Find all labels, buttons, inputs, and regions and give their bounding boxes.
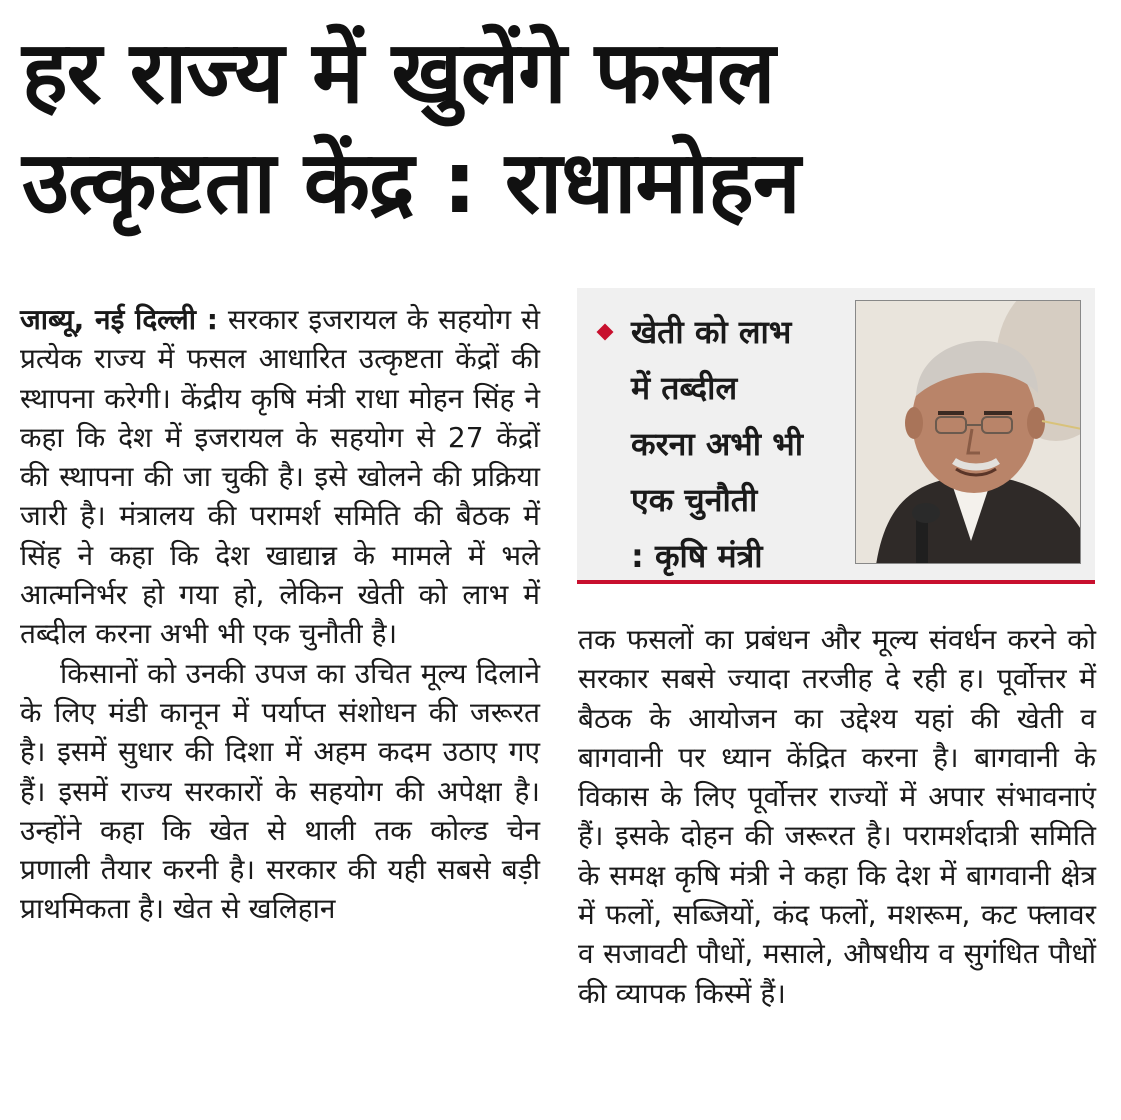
headline — [22, 18, 1102, 238]
article-paragraph-3: तक फसलों का प्रबंधन और मूल्य संवर्धन करने को सरकार सबसे ज्यादा तरजीह दे रही ह। पूर्वोत्तर में बैठक के आयोजन का उद्देश्य यहां की खेती व बागवानी पर ध्यान केंद्रित करना है। बागवानी के विकास के लिए पूर्वोत्तर राज्यों में अपार संभावनाएं हैं। इसके दोहन की जरूरत है। परामर्शदात्री समिति के समक्ष कृषि मंत्री ने कहा कि देश में बागवानी क्षेत्र में फलों, सब्जियों, कंद फलों, मशरूम, कट फ्लावर व सजावटी पौधों, मसाले, औषधीय व सुगंधित पौधों की व्यापक किस्में हैं। — [578, 623, 1096, 1010]
article-paragraph-1-text: सरकार इजरायल के सहयोग से प्रत्येक राज्य में फसल आधारित उत्कृष्टता केंद्रों की स्थापना करेगी। केंद्रीय कृषि मंत्री राधा मोहन सिंह ने कहा कि देश में इजरायल के सहयोग से 27 केंद्रों की स्थापना की जा चुकी है। इसे खोलने की प्रक्रिया जारी है। मंत्रालय की परामर्श समिति की बैठक में सिंह ने कहा कि देश खाद्यान्न के मामले में भले आत्मनिर्भर हो गया हो, लेकिन खेती को लाभ में तब्दील करना अभी भी एक चुनौती है। — [20, 303, 541, 651]
pull-quote-box — [577, 288, 1095, 584]
minister-portrait-illustration — [856, 301, 1081, 564]
minister-photo — [855, 300, 1081, 564]
article-column-right — [578, 620, 1096, 1013]
article-column-left — [20, 300, 540, 929]
pull-quote-line-3: करना अभी भी — [631, 425, 804, 463]
headline-line-1: हर राज्य में खुलेंगे फसल — [22, 23, 775, 123]
pull-quote-attribution: : कृषि मंत्री — [631, 537, 763, 575]
dateline: जाब्यू, नई दिल्ली : — [20, 303, 218, 336]
article-paragraph-2: किसानों को उनकी उपज का उचित मूल्य दिलाने के लिए मंडी कानून में पर्याप्त संशोधन की जरूरत है। इसमें सुधार की दिशा में अहम कदम उठाए गए हैं। इसमें राज्य सरकारों के सहयोग की अपेक्षा है। उन्होंने कहा कि खेत से थाली तक कोल्ड चेन प्रणाली तैयार करनी है। सरकार की यही सबसे बड़ी प्राथमिकता है। खेत से खलिहान — [20, 656, 540, 926]
pull-quote — [593, 304, 843, 584]
article-paragraph-1 — [20, 300, 540, 654]
headline-line-2: उत्कृष्टता केंद्र : राधामोहन — [22, 133, 800, 233]
pull-quote-line-1: खेती को लाभ — [631, 313, 792, 351]
pull-quote-line-2: में तब्दील — [631, 369, 738, 407]
pull-quote-line-4: एक चुनौती — [631, 481, 758, 519]
